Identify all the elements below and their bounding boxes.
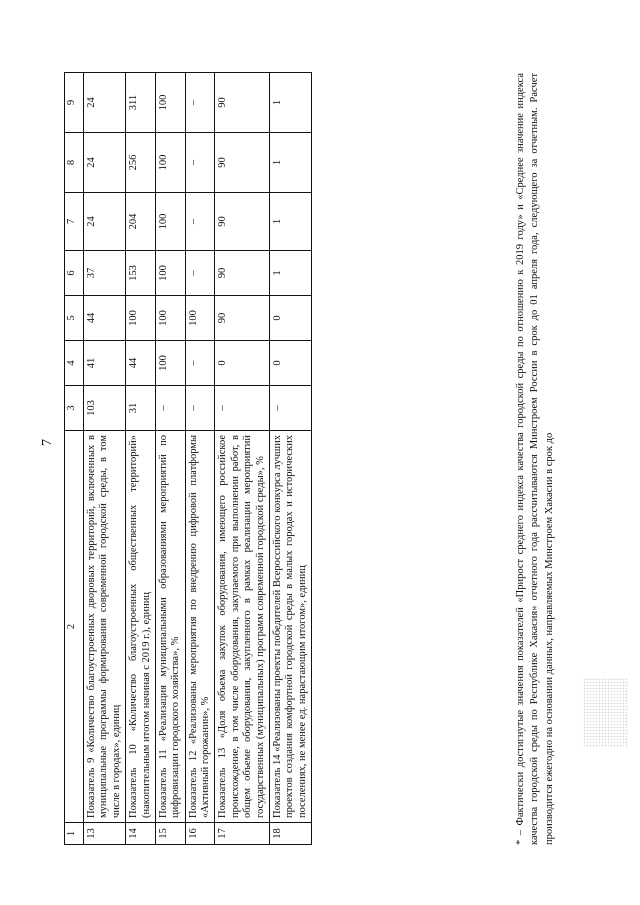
value-cell: 24: [84, 193, 126, 251]
value-cell: –: [185, 193, 215, 251]
value-cell: –: [215, 386, 270, 431]
value-cell: –: [269, 386, 311, 431]
row-number: 18: [269, 823, 311, 845]
value-cell: 256: [126, 133, 156, 193]
column-header: 1: [65, 823, 84, 845]
value-cell: 44: [84, 296, 126, 341]
indicators-table: [64, 72, 312, 845]
value-cell: 103: [84, 386, 126, 431]
column-header: 8: [65, 133, 84, 193]
value-cell: 100: [185, 296, 215, 341]
value-cell: 1: [269, 133, 311, 193]
table-row: [185, 73, 215, 845]
indicator-description: Показатель 9 «Количество благоустроенных дворовых территорий, включенных в муниципальные программы формирования современной городской среды, в том числе в городах», единиц: [84, 431, 126, 823]
value-cell: –: [185, 73, 215, 133]
value-cell: 204: [126, 193, 156, 251]
table-row: [84, 73, 126, 845]
value-cell: –: [185, 133, 215, 193]
value-cell: –: [155, 386, 185, 431]
value-cell: 90: [215, 133, 270, 193]
row-number: 14: [126, 823, 156, 845]
column-header: 9: [65, 73, 84, 133]
value-cell: 100: [155, 193, 185, 251]
value-cell: –: [185, 251, 215, 296]
row-number: 16: [185, 823, 215, 845]
rotated-page-content: [64, 73, 584, 845]
value-cell: 24: [84, 73, 126, 133]
row-number: 15: [155, 823, 185, 845]
value-cell: 1: [269, 73, 311, 133]
value-cell: 90: [215, 251, 270, 296]
stamp-mark: [583, 678, 629, 748]
value-cell: 311: [126, 73, 156, 133]
indicator-description: Показатель 14 «Реализованы проекты победителей Всероссийского конкурса лучших проектов создания комфортной городской среды в малых городах и исторических поселениях, не менее ед. нарастающим итогом», единиц: [269, 431, 311, 823]
column-header: 7: [65, 193, 84, 251]
value-cell: 37: [84, 251, 126, 296]
footnote-block: [514, 73, 557, 845]
value-cell: 90: [215, 73, 270, 133]
value-cell: 100: [155, 296, 185, 341]
column-header: 3: [65, 386, 84, 431]
indicator-description: Показатель 13 «Доля объема закупок оборудования, имеющего российское происхождение, в том числе оборудования, закупаемого при выполнении работ, в общем объеме оборудования, закупленного в рамках реализации мероприятий государственных (муниципальных) программ современной городской среды», %: [215, 431, 270, 823]
value-cell: 90: [215, 193, 270, 251]
value-cell: 1: [269, 193, 311, 251]
value-cell: 0: [269, 341, 311, 386]
value-cell: 100: [155, 341, 185, 386]
column-header: 5: [65, 296, 84, 341]
value-cell: 44: [126, 341, 156, 386]
footnote-text: * – Фактически достигнутые значения показателей «Прирост среднего индекса качества городской среды по отношению к 2019 году» и «Среднее значение индекса качества городской среды по Республике Хакасия» отчетного года рассчитываются Минстроем России в срок до 01 апреля года, следующего за отчетным. Расчет производится ежегодно на основании данных, направляемых Минстроем Хакасии в срок до: [515, 73, 555, 845]
value-cell: 31: [126, 386, 156, 431]
value-cell: 1: [269, 251, 311, 296]
indicator-description: Показатель 10 «Количество благоустроенных общественных территорий» (накопительным итогом начиная с 2019 г.), единиц: [126, 431, 156, 823]
value-cell: 100: [155, 133, 185, 193]
value-cell: 0: [269, 296, 311, 341]
value-cell: 90: [215, 296, 270, 341]
indicator-description: Показатель 12 «Реализованы мероприятия по внедрению цифровой платформы «Активный горожанин», %: [185, 431, 215, 823]
column-header: 2: [65, 431, 84, 823]
value-cell: 153: [126, 251, 156, 296]
value-cell: –: [185, 341, 215, 386]
table-row: [155, 73, 185, 845]
value-cell: 100: [126, 296, 156, 341]
table-row: [126, 73, 156, 845]
value-cell: 100: [155, 73, 185, 133]
indicator-description: Показатель 11 «Реализация муниципальными образованиями мероприятий по цифровизации городского хозяйства», %: [155, 431, 185, 823]
row-number: 17: [215, 823, 270, 845]
value-cell: 100: [155, 251, 185, 296]
column-header: 4: [65, 341, 84, 386]
table-row: [269, 73, 311, 845]
row-number: 13: [84, 823, 126, 845]
value-cell: 0: [215, 341, 270, 386]
page-number: 7: [40, 439, 55, 446]
value-cell: 41: [84, 341, 126, 386]
table-row: [215, 73, 270, 845]
table-header-row: [65, 73, 84, 845]
value-cell: –: [185, 386, 215, 431]
column-header: 6: [65, 251, 84, 296]
value-cell: 24: [84, 133, 126, 193]
